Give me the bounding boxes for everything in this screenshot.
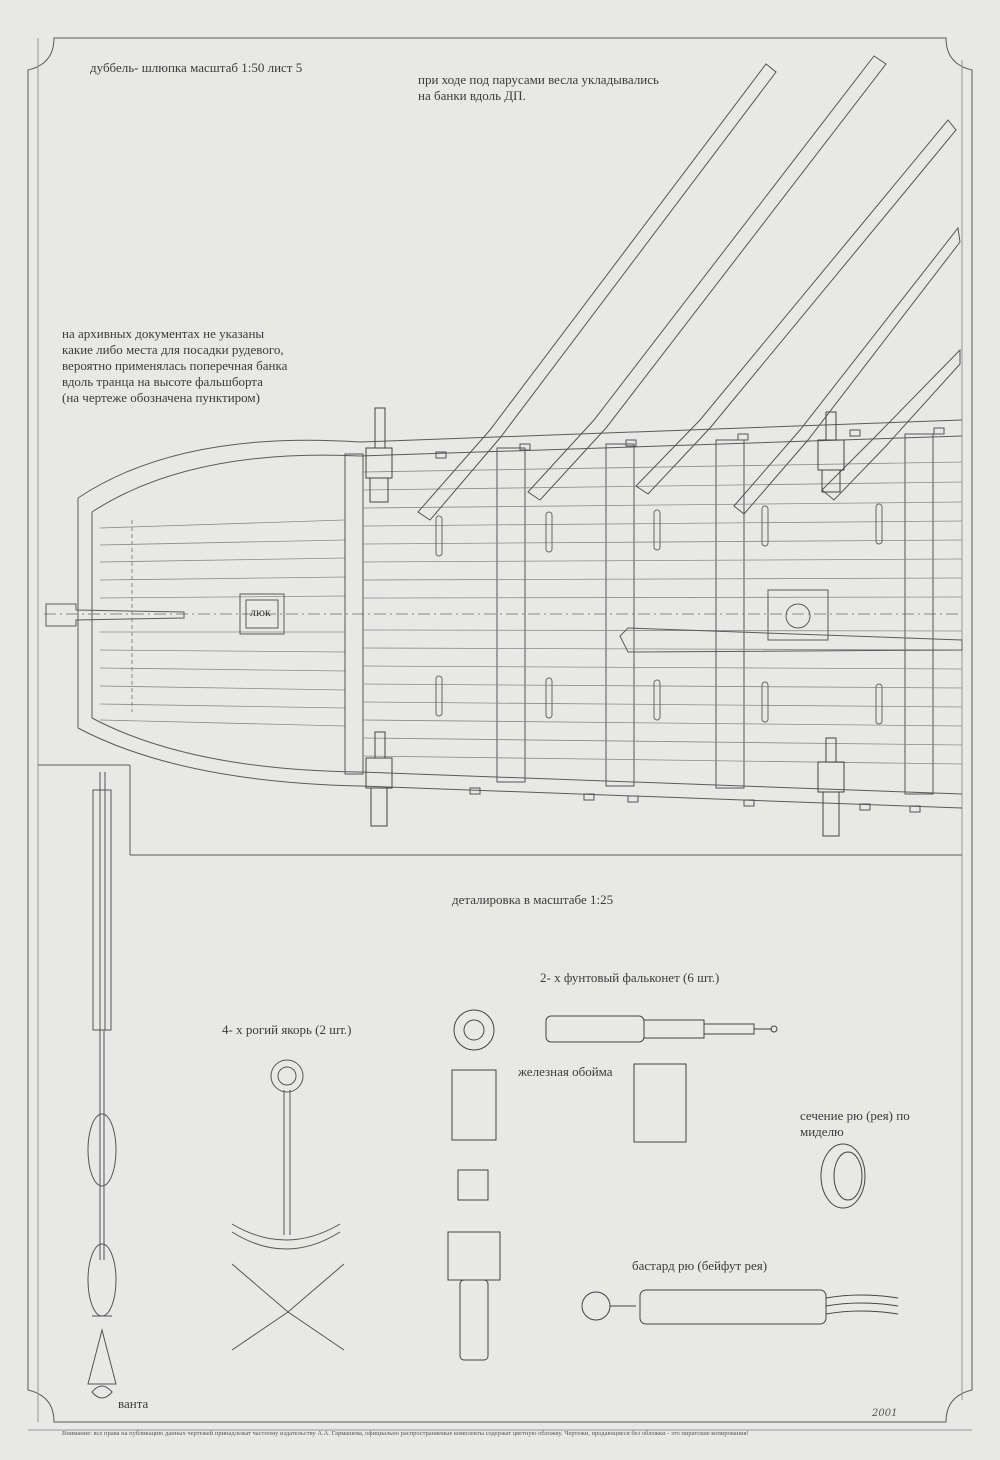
- oars: [418, 56, 960, 520]
- sheet-title: дуббель- шлюпка масштаб 1:50 лист 5: [90, 60, 303, 75]
- iron-band-label: железная обойма: [518, 1064, 613, 1079]
- spar-section: [821, 1144, 865, 1208]
- shroud-drawing: [88, 772, 116, 1398]
- hull-outline: [78, 420, 962, 498]
- archive-note: на архивных документах не указаны какие либо места для посадки рудевого, вероятно применялась поперечная банка вдоль транца на высоте фальшборта (на чертеже обозначена пунктиром): [62, 326, 288, 405]
- bastard-rue-label: бастард рю (бейфут рея): [632, 1258, 768, 1273]
- hatch-label: люк: [250, 605, 271, 619]
- rudder-tiller: [46, 604, 184, 626]
- signature-year: 2001: [872, 1408, 898, 1419]
- falconet-title: 2- х фунтовый фальконет (6 шт.): [540, 970, 720, 985]
- shroud-label: ванта: [118, 1396, 149, 1411]
- anchor-drawing: [232, 1060, 344, 1350]
- spar-section-label: сечение рю (рея) по миделю: [800, 1108, 910, 1139]
- bastard-rue: [582, 1290, 898, 1324]
- copyright-footer: Внимание: все права на публикацию данных чертежей принадлежат частному издательству А.А. Гармашева, официально распространяемые комплекты содержат цветную обложку. Чертежи, продающиеся без обложки - это пиратские копирования!: [62, 1430, 749, 1437]
- falconet-drawing: [448, 1010, 777, 1360]
- oars-note: при ходе под парусами весла укладывались на банки вдоль ДП.: [418, 72, 659, 103]
- swivel-guns: [366, 408, 844, 836]
- sheet-frame: [28, 38, 972, 1422]
- detail-title: деталировка в масштабе 1:25: [452, 892, 614, 907]
- anchor-title: 4- х рогий якорь (2 шт.): [222, 1022, 352, 1037]
